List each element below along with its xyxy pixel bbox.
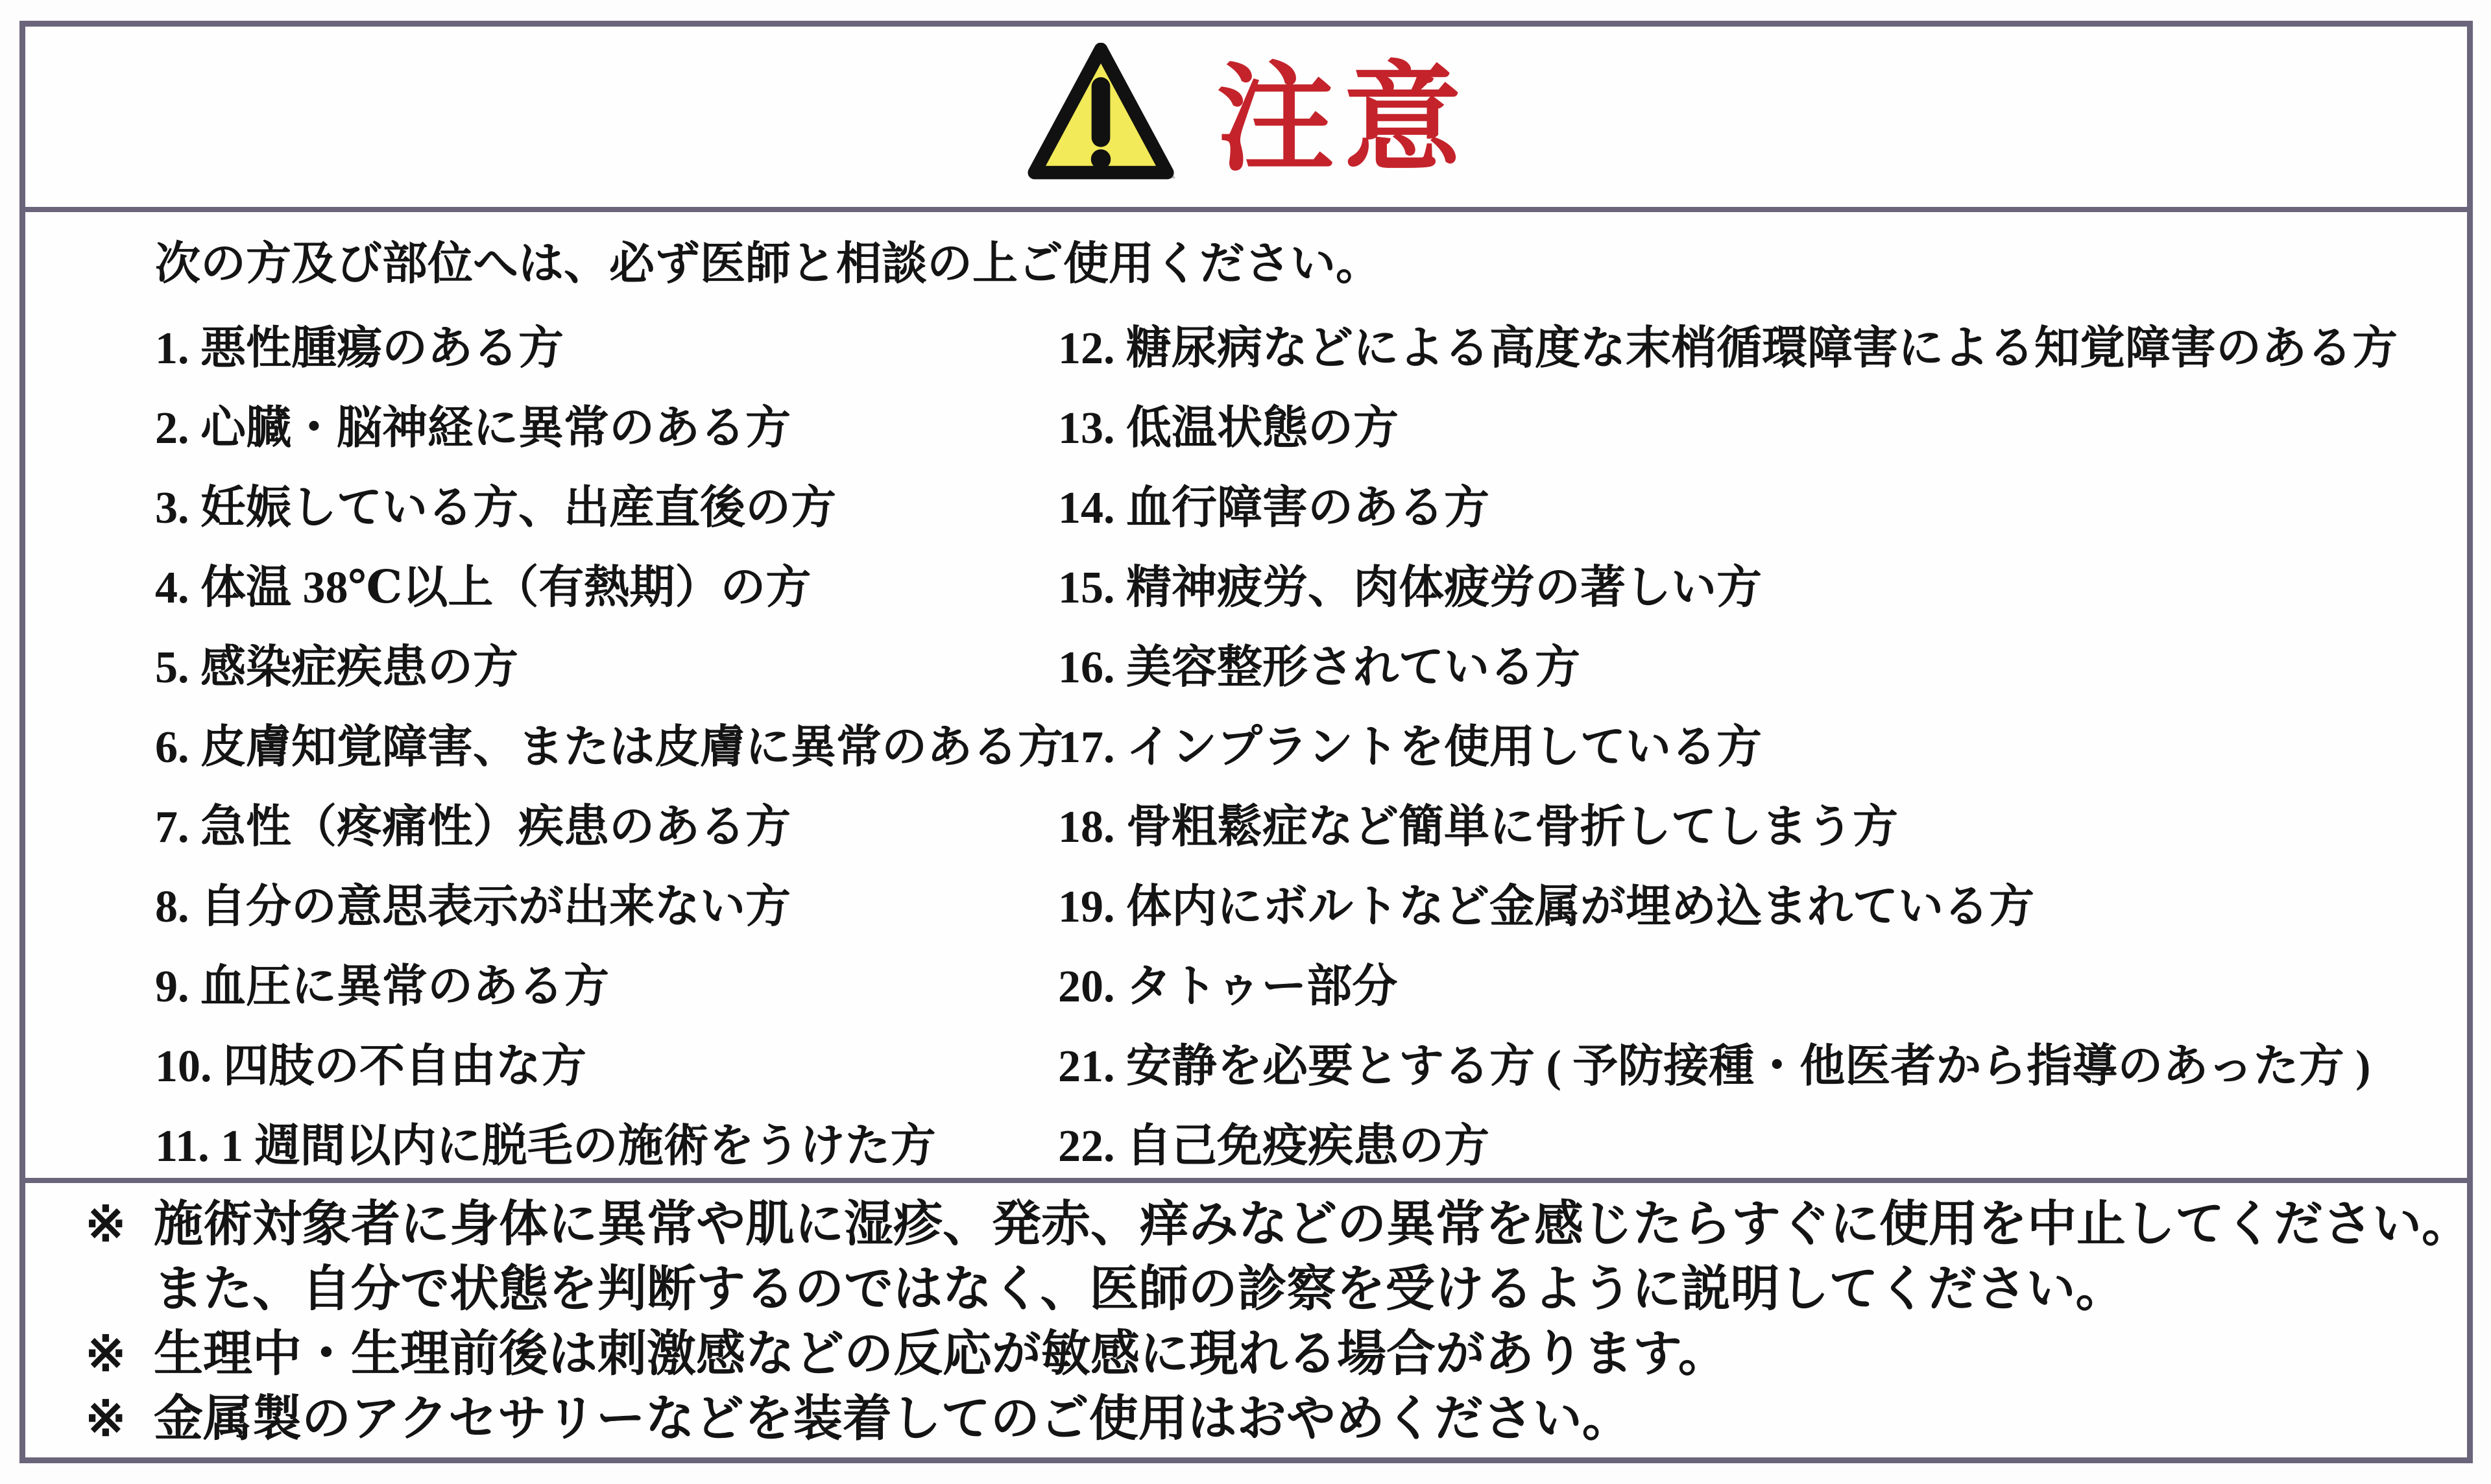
- list-item: 3. 妊娠している方、出産直後の方: [155, 483, 836, 533]
- list-item: 10. 四肢の不自由な方: [155, 1042, 586, 1092]
- list-item: 15. 精神疲労、肉体疲労の著しい方: [1058, 563, 1762, 613]
- notes-section: [25, 1183, 2471, 1457]
- list-item: 16. 美容整形されている方: [1058, 643, 1580, 693]
- note-line: [85, 1387, 2448, 1452]
- list-item: 21. 安静を必要とする方 ( 予防接種・他医者から指導のあった方 ): [1058, 1042, 2371, 1092]
- list-item: 9. 血圧に異常のある方: [155, 962, 609, 1012]
- caution-header: [25, 27, 2467, 212]
- precautions-section: [25, 212, 2467, 1183]
- note-line: [85, 1322, 2448, 1387]
- note-line: [85, 1257, 2448, 1322]
- precautions-list: [155, 304, 2448, 1182]
- list-item: 19. 体内にボルトなど金属が埋め込まれている方: [1058, 882, 2034, 932]
- intro-text: 次の方及び部位へは、必ず医師と相談の上ご使用ください。: [155, 239, 1381, 289]
- page-title: 注意: [1216, 55, 1471, 186]
- list-item: 18. 骨粗鬆症など簡単に骨折してしまう方: [1058, 802, 1898, 852]
- list-item: 8. 自分の意思表示が出来ない方: [155, 882, 791, 932]
- note-text: 施術対象者に身体に異常や肌に湿疹、発赤、痒みなどの異常を感じたらすぐに使用を中止してください。: [154, 1197, 2471, 1252]
- reference-mark: [85, 1257, 154, 1322]
- list-item: 14. 血行障害のある方: [1058, 483, 1489, 533]
- list-item: 4. 体温 38℃以上（有熱期）の方: [155, 563, 812, 613]
- note-text: また、自分で状態を判断するのではなく、医師の診察を受けるように説明してください。: [154, 1262, 2125, 1317]
- reference-mark: ※: [85, 1392, 126, 1446]
- list-item: 17. インプラントを使用している方: [1058, 723, 1762, 772]
- list-item: 22. 自己免疫疾患の方: [1058, 1121, 1489, 1171]
- list-item: 1. 悪性腫瘍のある方: [155, 324, 564, 374]
- list-item: 13. 低温状態の方: [1058, 403, 1399, 453]
- note-line: [85, 1192, 2471, 1257]
- list-item: 20. タトゥー部分: [1058, 962, 1398, 1012]
- list-item: 11. 1 週間以内に脱毛の施術をうけた方: [155, 1121, 936, 1171]
- list-item: 7. 急性（疼痛性）疾患のある方: [155, 802, 791, 852]
- note-text: 生理中・生理前後は刺激感などの反応が敏感に現れる場合があります。: [154, 1327, 1727, 1382]
- reference-mark: ※: [85, 1327, 126, 1382]
- list-item: 2. 心臓・脳神経に異常のある方: [155, 403, 791, 453]
- reference-mark: ※: [85, 1197, 126, 1252]
- note-text: 金属製のアクセサリーなどを装着してのご使用はおやめください。: [154, 1392, 1631, 1446]
- list-item: 12. 糖尿病などによる高度な末梢循環障害による知覚障害のある方: [1058, 324, 2398, 374]
- warning-triangle-icon: [1022, 43, 1180, 191]
- list-item: 5. 感染症疾患の方: [155, 643, 518, 693]
- exclamation-dot: [1091, 149, 1111, 169]
- caution-box: [19, 21, 2473, 1463]
- list-item: 6. 皮膚知覚障害、または皮膚に異常のある方: [155, 723, 1063, 772]
